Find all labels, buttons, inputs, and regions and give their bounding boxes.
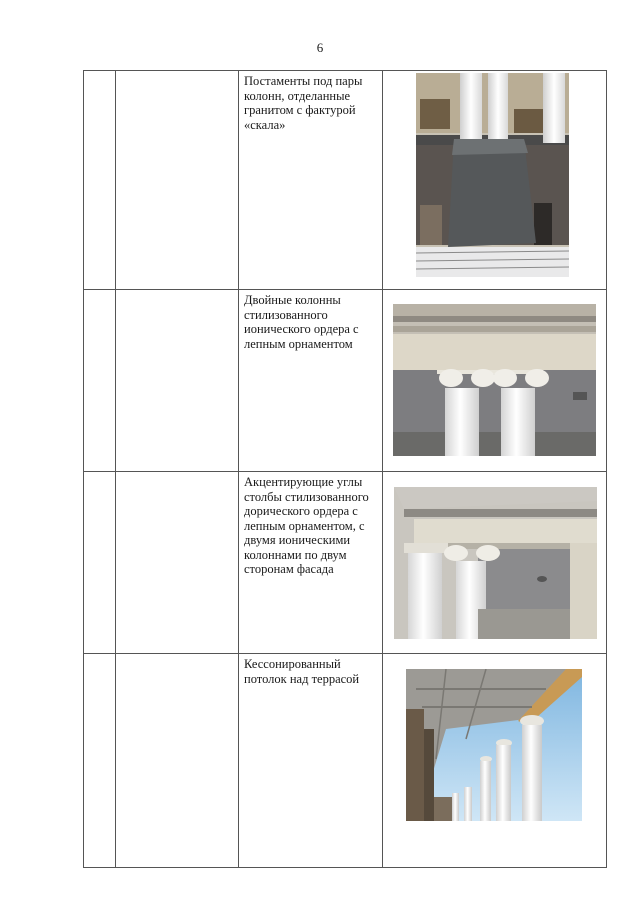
- feature-description: Кессонированный потолок над террасой: [244, 657, 360, 686]
- index-cell: [84, 71, 116, 290]
- index-cell: [84, 290, 116, 472]
- page-number: 6: [316, 40, 324, 55]
- description-cell: [239, 290, 383, 472]
- corner-pillars-photo: [394, 487, 597, 639]
- name-cell: [116, 290, 239, 472]
- coffered-ceiling-photo: [406, 669, 582, 821]
- name-cell: [116, 654, 239, 868]
- ionic-twin-columns-photo: [393, 304, 596, 456]
- table-row: [84, 472, 607, 654]
- name-cell: [116, 71, 239, 290]
- description-cell: [239, 472, 383, 654]
- granite-pedestal-photo: [416, 73, 569, 277]
- photo-cell: [383, 71, 607, 290]
- feature-description: Акцентирующие углы столбы стилизованного дорического ордера с лепным орнаментом, с двумя ионическими колоннами по двум сторонам фасада: [244, 475, 369, 576]
- photo-cell: [383, 290, 607, 472]
- monument-features-table: [83, 70, 607, 868]
- feature-description: Постаменты под пары колонн, отделанные гранитом с фактурой «скала»: [244, 74, 363, 132]
- feature-description: Двойные колонны стилизованного ионического ордера с лепным орнаментом: [244, 293, 359, 351]
- photo-cell: [383, 654, 607, 868]
- table-row: [84, 654, 607, 868]
- table-row: [84, 290, 607, 472]
- photo-cell: [383, 472, 607, 654]
- name-cell: [116, 472, 239, 654]
- description-cell: [239, 654, 383, 868]
- description-cell: [239, 71, 383, 290]
- index-cell: [84, 654, 116, 868]
- index-cell: [84, 472, 116, 654]
- table-row: [84, 71, 607, 290]
